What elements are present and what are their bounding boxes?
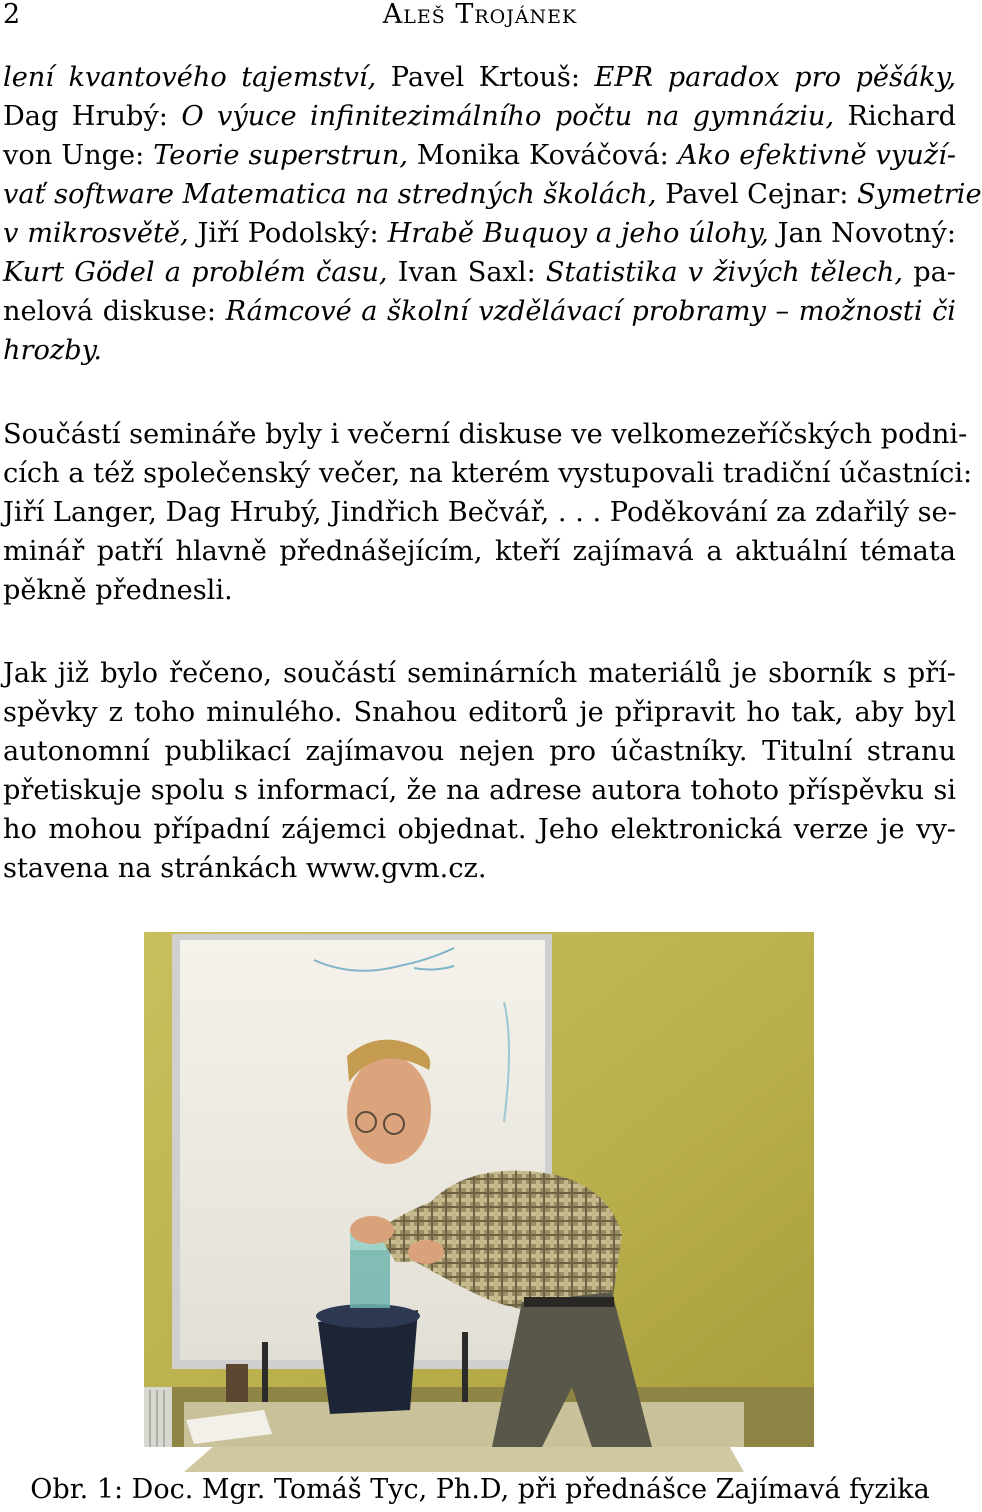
text-line: pěkně přednesli. — [3, 575, 233, 606]
page-header — [0, 0, 960, 36]
text-line: Jiří Langer, Dag Hrubý, Jindřich Bečvář, . . . Poděkování za zdařilý se- — [3, 497, 957, 528]
text-line: nelová diskuse: Rámcové a školní vzdělávací probramy – možnosti či — [3, 296, 956, 327]
figure-caption: Obr. 1: Doc. Mgr. Tomáš Tyc, Ph.D, při přednášce Zajímavá fyzika — [30, 1474, 930, 1505]
text-line: autonomní publikací zajímavou nejen pro účastníky. Titulní stranu — [3, 736, 956, 767]
text-line: ho mohou případní zájemci objednat. Jeho elektronická verze je vy- — [3, 814, 956, 845]
text-line: cích a též společenský večer, na kterém vystupovali tradiční účastníci: — [3, 458, 973, 489]
paragraph-lecture-list — [3, 58, 982, 370]
paragraph-evening-program — [3, 415, 973, 610]
text-line: v mikrosvětě, Jiří Podolský: Hrabě Buquoy a jeho úlohy, Jan Novotný: — [3, 218, 956, 249]
text-line: minář patří hlavně přednášejícím, kteří zajímavá a aktuální témata — [3, 536, 956, 567]
text-line: von Unge: Teorie superstrun, Monika Kováčová: Ako efektivně využí- — [3, 140, 956, 171]
text-line: Kurt Gödel a problém času, Ivan Saxl: Statistika v živých tělech, pa- — [3, 257, 956, 288]
paragraph-proceedings — [3, 654, 956, 888]
figure-photo — [144, 932, 814, 1447]
text-line: Součástí semináře byly i večerní diskuse ve velkomezeříčských podni- — [3, 419, 968, 450]
text-line: Dag Hrubý: O výuce infinitezimálního počtu na gymnáziu, Richard — [3, 101, 956, 132]
text-line: přetiskuje spolu s informací, že na adrese autora tohoto příspěvku si — [3, 775, 956, 806]
text-line: hrozby. — [3, 335, 102, 366]
text-line: lení kvantového tajemství, Pavel Krtouš: EPR paradox pro pěšáky, — [3, 62, 956, 93]
text-line: stavena na stránkách www.gvm.cz. — [3, 853, 487, 884]
page-number: 2 — [3, 0, 21, 30]
running-title: Aleš Trojánek — [382, 0, 578, 30]
lecture-photo — [144, 932, 814, 1447]
text-line: vať software Matematica na stredných školách, Pavel Cejnar: Symetrie — [3, 179, 982, 210]
text-line: spěvky z toho minulého. Snahou editorů je připravit ho tak, aby byl — [3, 697, 956, 728]
text-line: Jak již bylo řečeno, součástí seminárních materiálů je sborník s pří- — [3, 658, 956, 689]
